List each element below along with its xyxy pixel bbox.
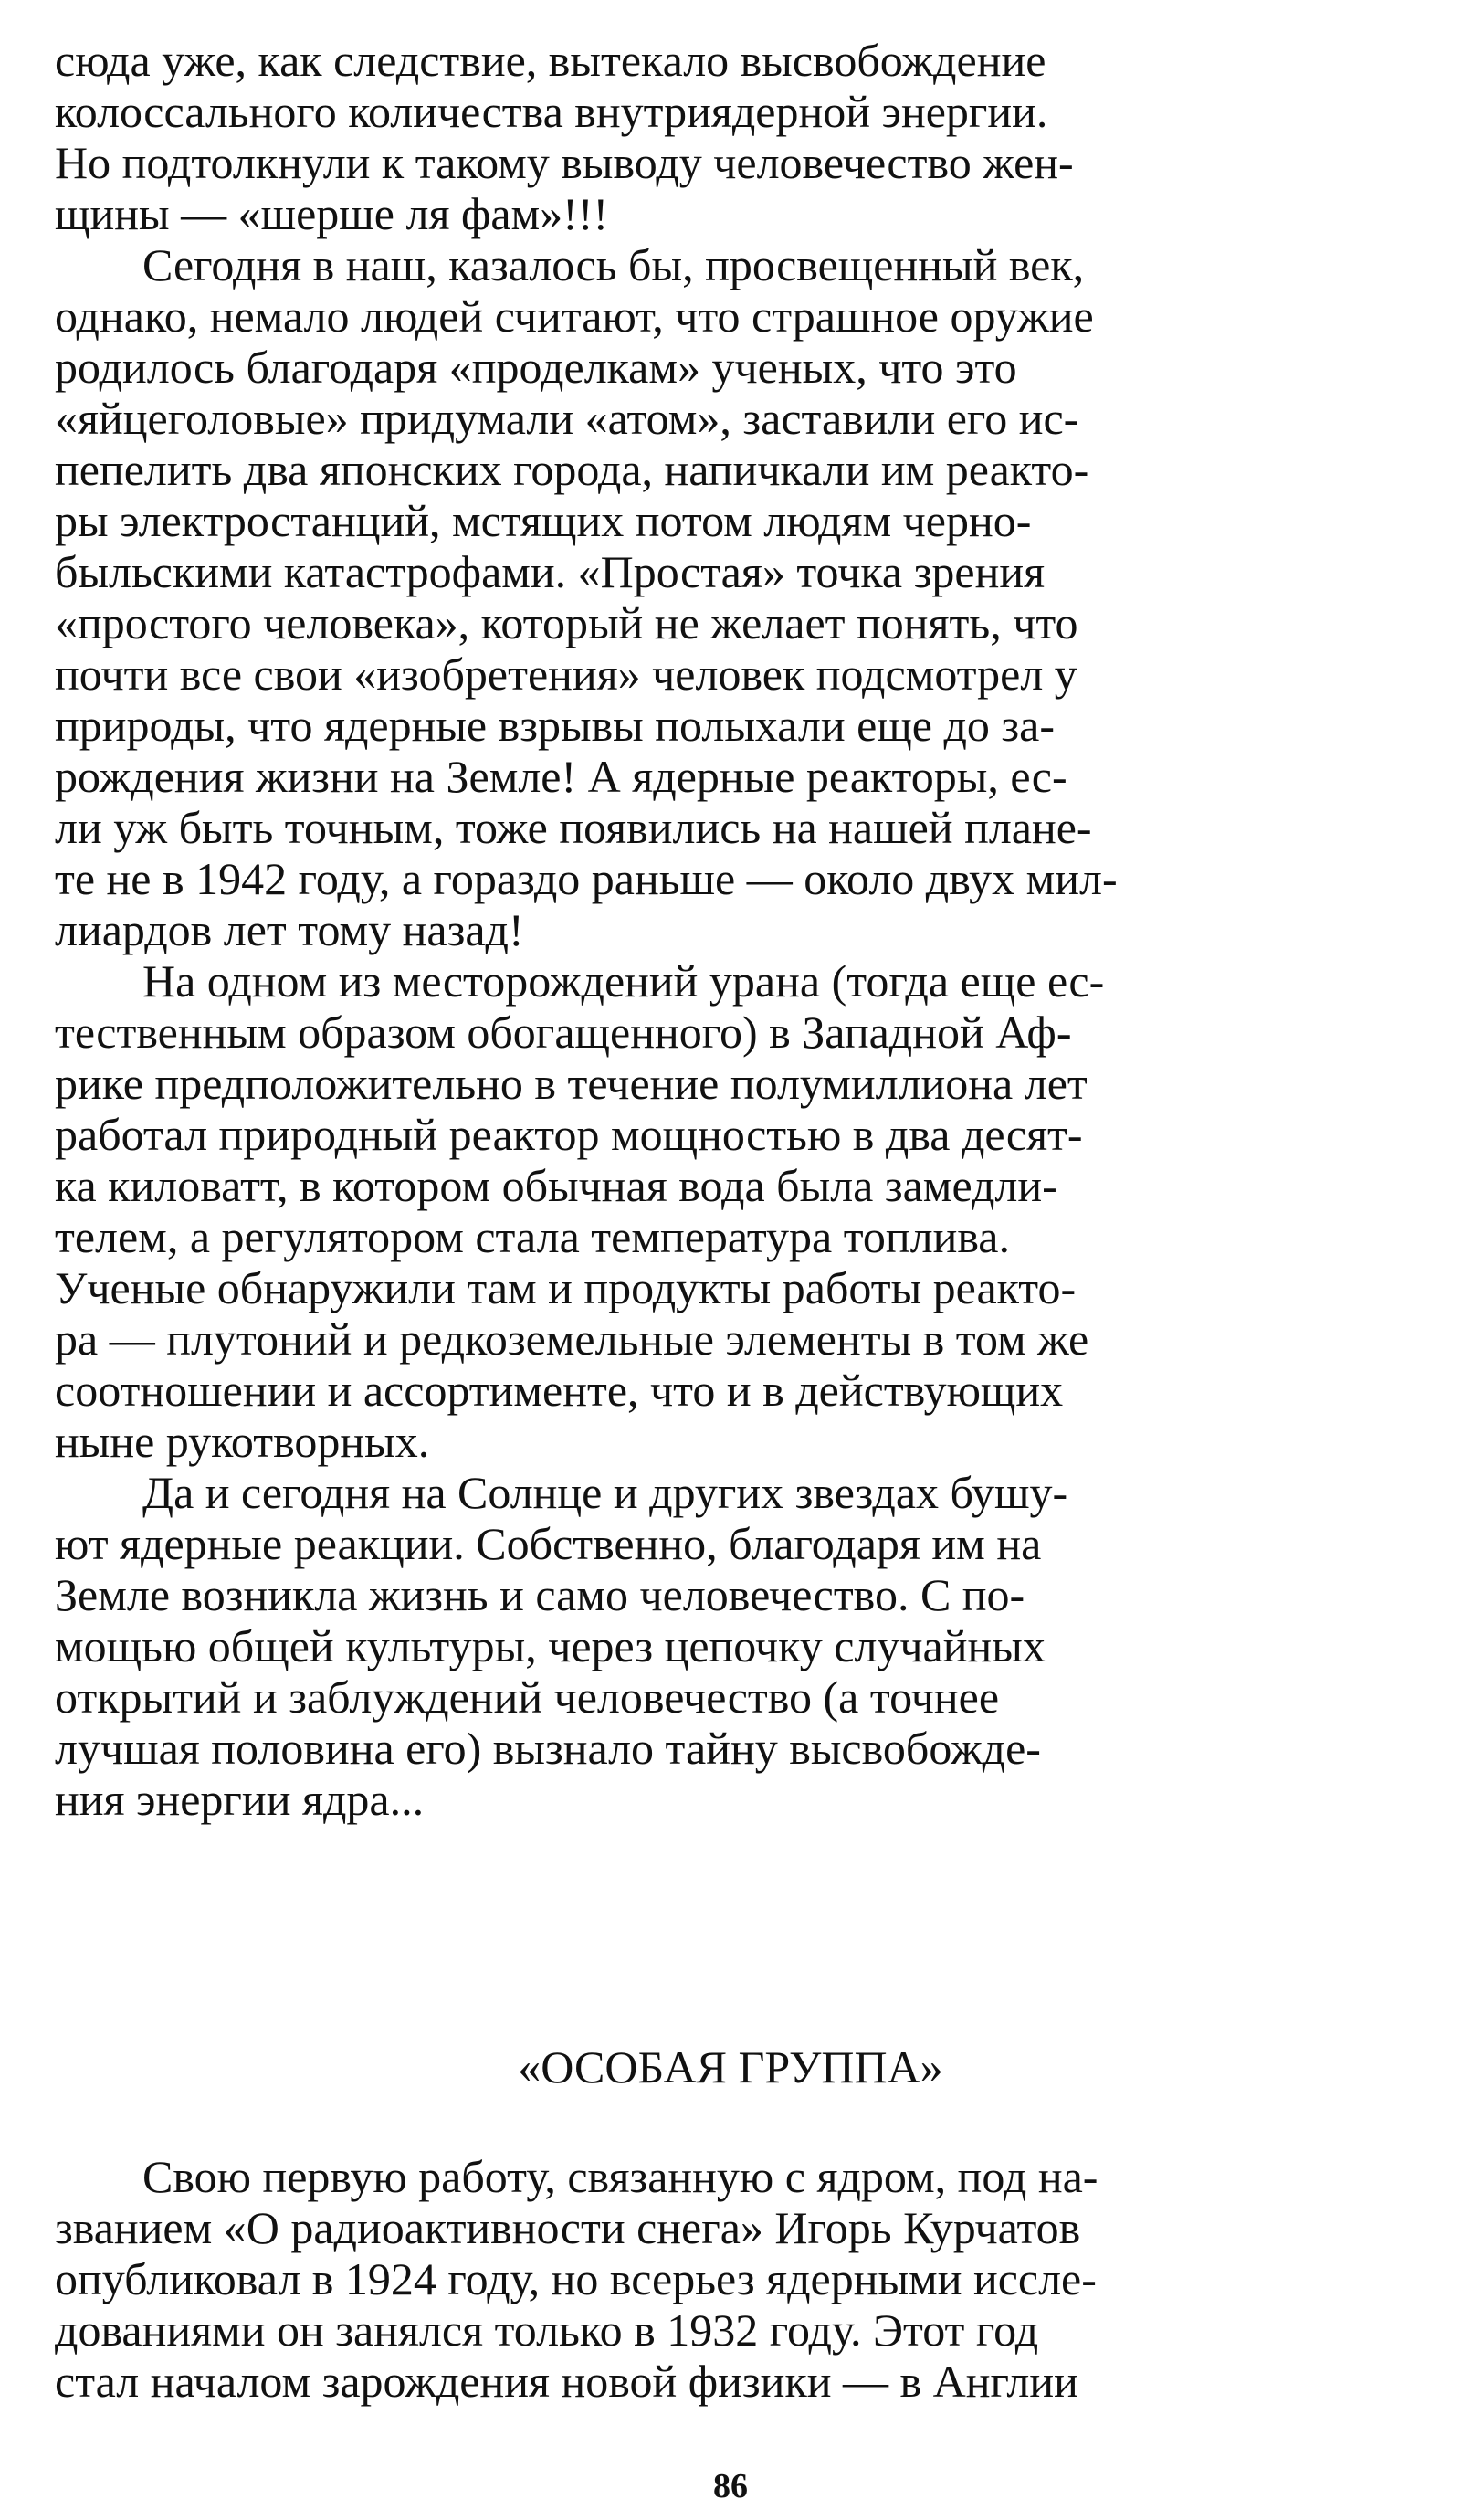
text-line: те не в 1942 году, а гораздо раньше — около двух мил- bbox=[55, 853, 1118, 904]
text-line: быльскими катастрофами. «Простая» точка зрения bbox=[55, 546, 1046, 597]
text-line: природы, что ядерные взрывы полыхали еще до за- bbox=[55, 700, 1056, 751]
text-line: Ученые обнаружили там и продукты работы реакто- bbox=[55, 1262, 1077, 1313]
text-line: почти все свои «изобретения» человек подсмотрел у bbox=[55, 648, 1077, 700]
text-line: «простого человека», который не желает понять, что bbox=[55, 597, 1078, 648]
text-line: ры электростанций, мстящих потом людям черно- bbox=[55, 495, 1032, 546]
section-paragraph bbox=[55, 2151, 1411, 2407]
text-line: опубликовал в 1924 году, но всерьез ядерными иссле- bbox=[55, 2253, 1097, 2304]
text-line: мощью общей культуры, через цепочку случайных bbox=[55, 1620, 1046, 1671]
text-line: телем, а регулятором стала температура топлива. bbox=[55, 1211, 1010, 1262]
text-line: дованиями он занялся только в 1932 году. Этот год bbox=[55, 2304, 1039, 2356]
text-line: ка киловатт, в котором обычная вода была замедли- bbox=[55, 1160, 1057, 1211]
text-line: пепелить два японских города, напичкали им реакто- bbox=[55, 444, 1089, 495]
text-line: На одном из месторождений урана (тогда еще ес- bbox=[142, 955, 1105, 1007]
paragraph-4 bbox=[55, 1467, 1411, 1825]
text-line: открытий и заблуждений человечество (а точнее bbox=[55, 1671, 1000, 1723]
text-line: лиардов лет тому назад! bbox=[55, 904, 524, 955]
text-line: однако, немало людей считают, что страшное оружие bbox=[55, 290, 1094, 342]
text-line: Сегодня в наш, казалось бы, просвещенный век, bbox=[142, 239, 1085, 290]
section-heading: «ОСОБАЯ ГРУППА» bbox=[518, 2041, 943, 2093]
text-line: Свою первую работу, связанную с ядром, под на- bbox=[142, 2151, 1098, 2202]
text-line: стал началом зарождения новой физики — в Англии bbox=[55, 2356, 1078, 2407]
text-line: Да и сегодня на Солнце и других звездах бушу- bbox=[142, 1467, 1068, 1518]
text-line: ли уж быть точным, тоже появились на нашей плане- bbox=[55, 802, 1092, 853]
text-line: званием «О радиоактивности снега» Игорь Курчатов bbox=[55, 2202, 1081, 2253]
text-line: Но подтолкнули к такому выводу человечество жен- bbox=[55, 137, 1074, 188]
text-line: сюда уже, как следствие, вытекало высвобождение bbox=[55, 35, 1046, 86]
text-line: щины — «шерше ля фам»!!! bbox=[55, 188, 609, 239]
text-line: родилось благодаря «проделкам» ученых, что это bbox=[55, 342, 1017, 393]
text-line: ныне рукотворных. bbox=[55, 1416, 430, 1467]
text-line: ния энергии ядра... bbox=[55, 1774, 425, 1825]
text-line: колоссального количества внутриядерной энергии. bbox=[55, 86, 1048, 137]
text-line: рике предположительно в течение полумиллиона лет bbox=[55, 1058, 1088, 1109]
text-line: ют ядерные реакции. Собственно, благодаря им на bbox=[55, 1518, 1042, 1569]
body-text bbox=[55, 35, 1411, 1825]
text-line: работал природный реактор мощностью в два десят- bbox=[55, 1109, 1083, 1160]
text-line: рождения жизни на Земле! А ядерные реакторы, ес- bbox=[55, 751, 1067, 802]
text-line: тественным образом обогащенного) в Западной Аф- bbox=[55, 1007, 1072, 1058]
text-line: ра — плутоний и редкоземельные элементы в том же bbox=[55, 1313, 1089, 1365]
paragraph-3 bbox=[55, 955, 1411, 1467]
text-line: соотношении и ассортименте, что и в действующих bbox=[55, 1365, 1064, 1416]
text-line: «яйцеголовые» придумали «атом», заставили его ис- bbox=[55, 393, 1079, 444]
paragraph-2 bbox=[55, 239, 1411, 955]
text-line: Земле возникла жизнь и само человечество. С по- bbox=[55, 1569, 1025, 1620]
page-number: 86 bbox=[713, 2467, 748, 2505]
paragraph-1 bbox=[55, 35, 1411, 239]
text-line: лучшая половина его) вызнало тайну высвобожде- bbox=[55, 1723, 1041, 1774]
